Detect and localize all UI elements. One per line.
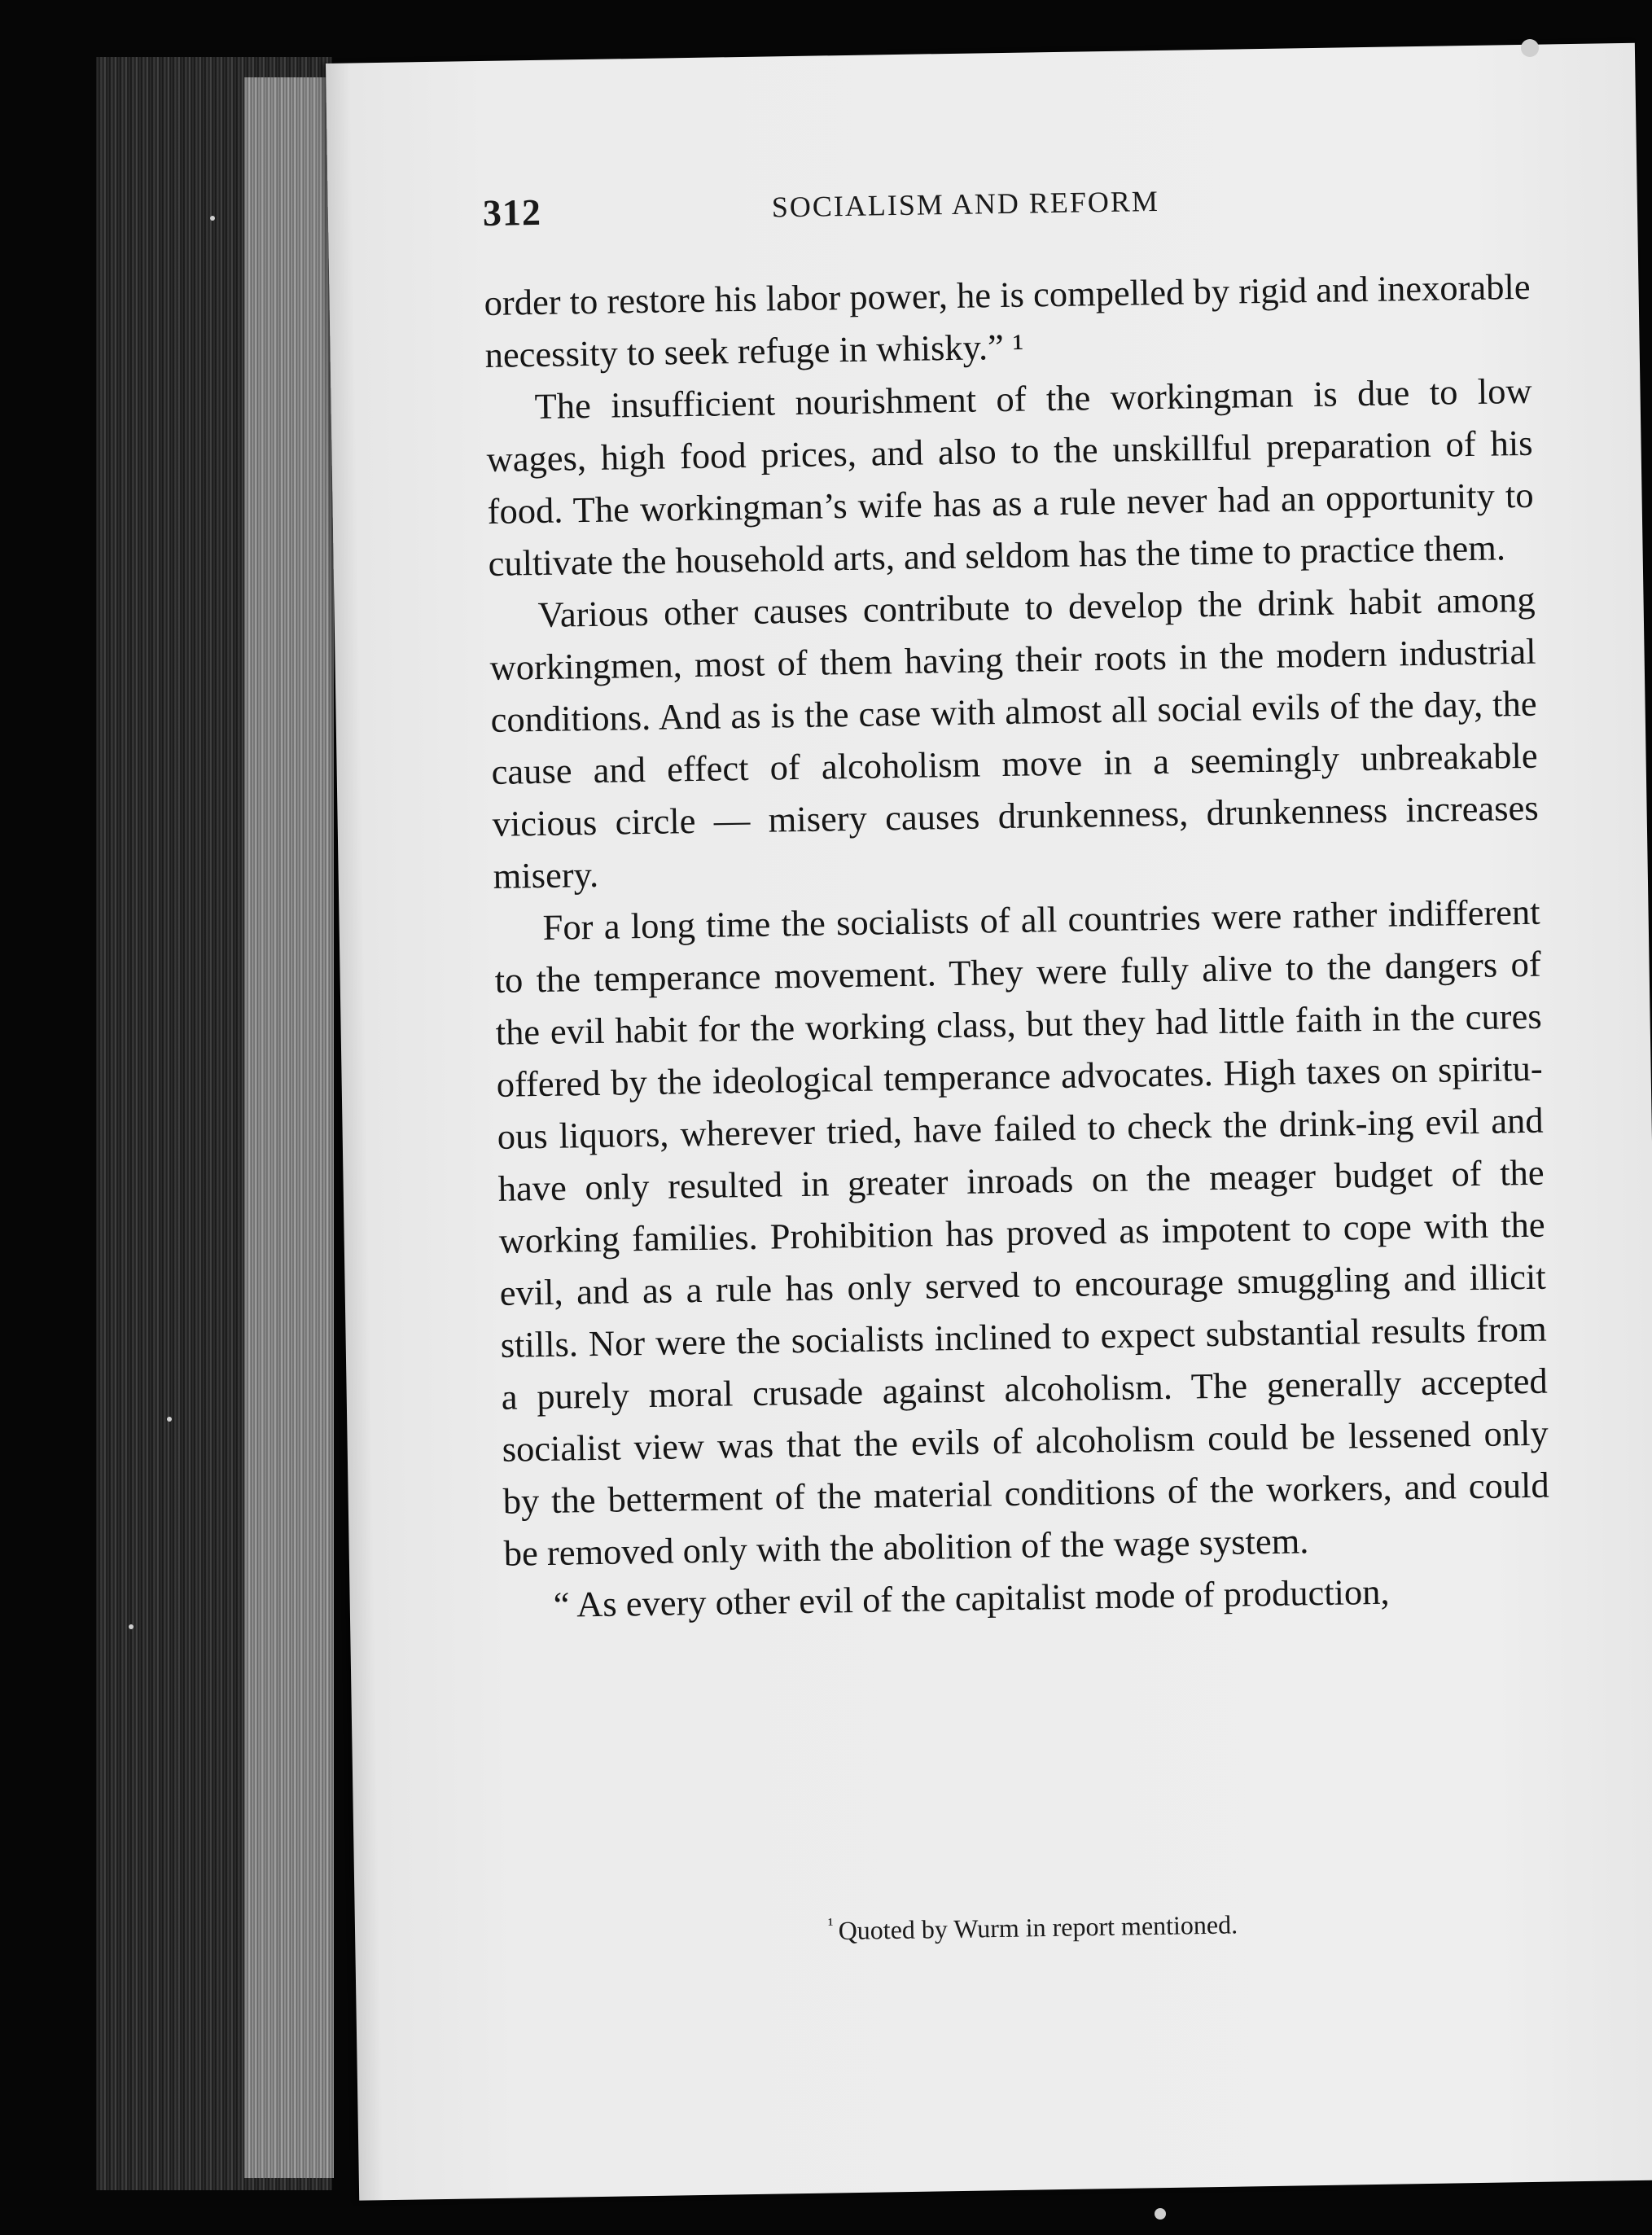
footnote-mark: ¹	[827, 1913, 834, 1935]
page-number: 312	[482, 191, 542, 234]
scan-speck	[210, 216, 215, 221]
book-page	[326, 43, 1652, 2201]
scan-speck	[167, 1417, 172, 1422]
scan-speck	[1521, 39, 1539, 57]
page-header	[482, 174, 1582, 248]
body-text	[484, 261, 1551, 1632]
page-edges-highlight	[244, 77, 334, 2178]
paragraph-4: For a long time the socialists of all countries were rather indifferent to the temperance movement. They were fully alive to the dangers of the evil habit for the working class, but they had little faith in the cures offered by the ideological temperance advocates. High taxes on spiritu-ous liquors, wherever tried, have failed to check the drink-ing evil and have only resulted in greater inroads on the meager budget of the working families. Prohibition has proved as impotent to cope with the evil, and as a rule has only served to encourage smuggling and illicit stills. Nor were the socialists inclined to expect substantial results from a purely moral crusade against alcoholism. The generally accepted socialist view was that the evils of alcoholism could be lessened only by the betterment of the material conditions of the workers, and could be removed only with the abolition of the wage system.	[494, 891, 1549, 1574]
scan-speck	[129, 1624, 134, 1629]
running-head: SOCIALISM AND REFORM	[771, 184, 1160, 224]
paragraph-5: “ As every other evil of the capitalist mode of production,	[553, 1571, 1390, 1625]
paragraph-3: Various other causes contribute to develop the drink habit among workingmen, most of them having their roots in the modern industrial conditions. And as is the case with almost all social evils of the day, the cause and effect of alcoholism move in a seemingly unbreakable vicious circle — misery causes drunkenness, drunkenness increases misery.	[489, 578, 1539, 896]
footnote-text: Quoted by Wurm in report mentioned.	[838, 1909, 1238, 1946]
scan-speck	[1155, 2208, 1166, 2220]
footnote	[510, 1903, 1556, 1952]
paragraph-2: The insufficient nourishment of the workingman is due to low wages, high food prices, and also to the unskillful preparation of his food. The workingman’s wife has as a rule never had an opportunity to cultivate the household arts, and seldom has the time to practice them.	[486, 370, 1534, 584]
paragraph-1: order to restore his labor power, he is compelled by rigid and inexorable necessity to seek refuge in whisky.” ¹	[484, 265, 1531, 375]
